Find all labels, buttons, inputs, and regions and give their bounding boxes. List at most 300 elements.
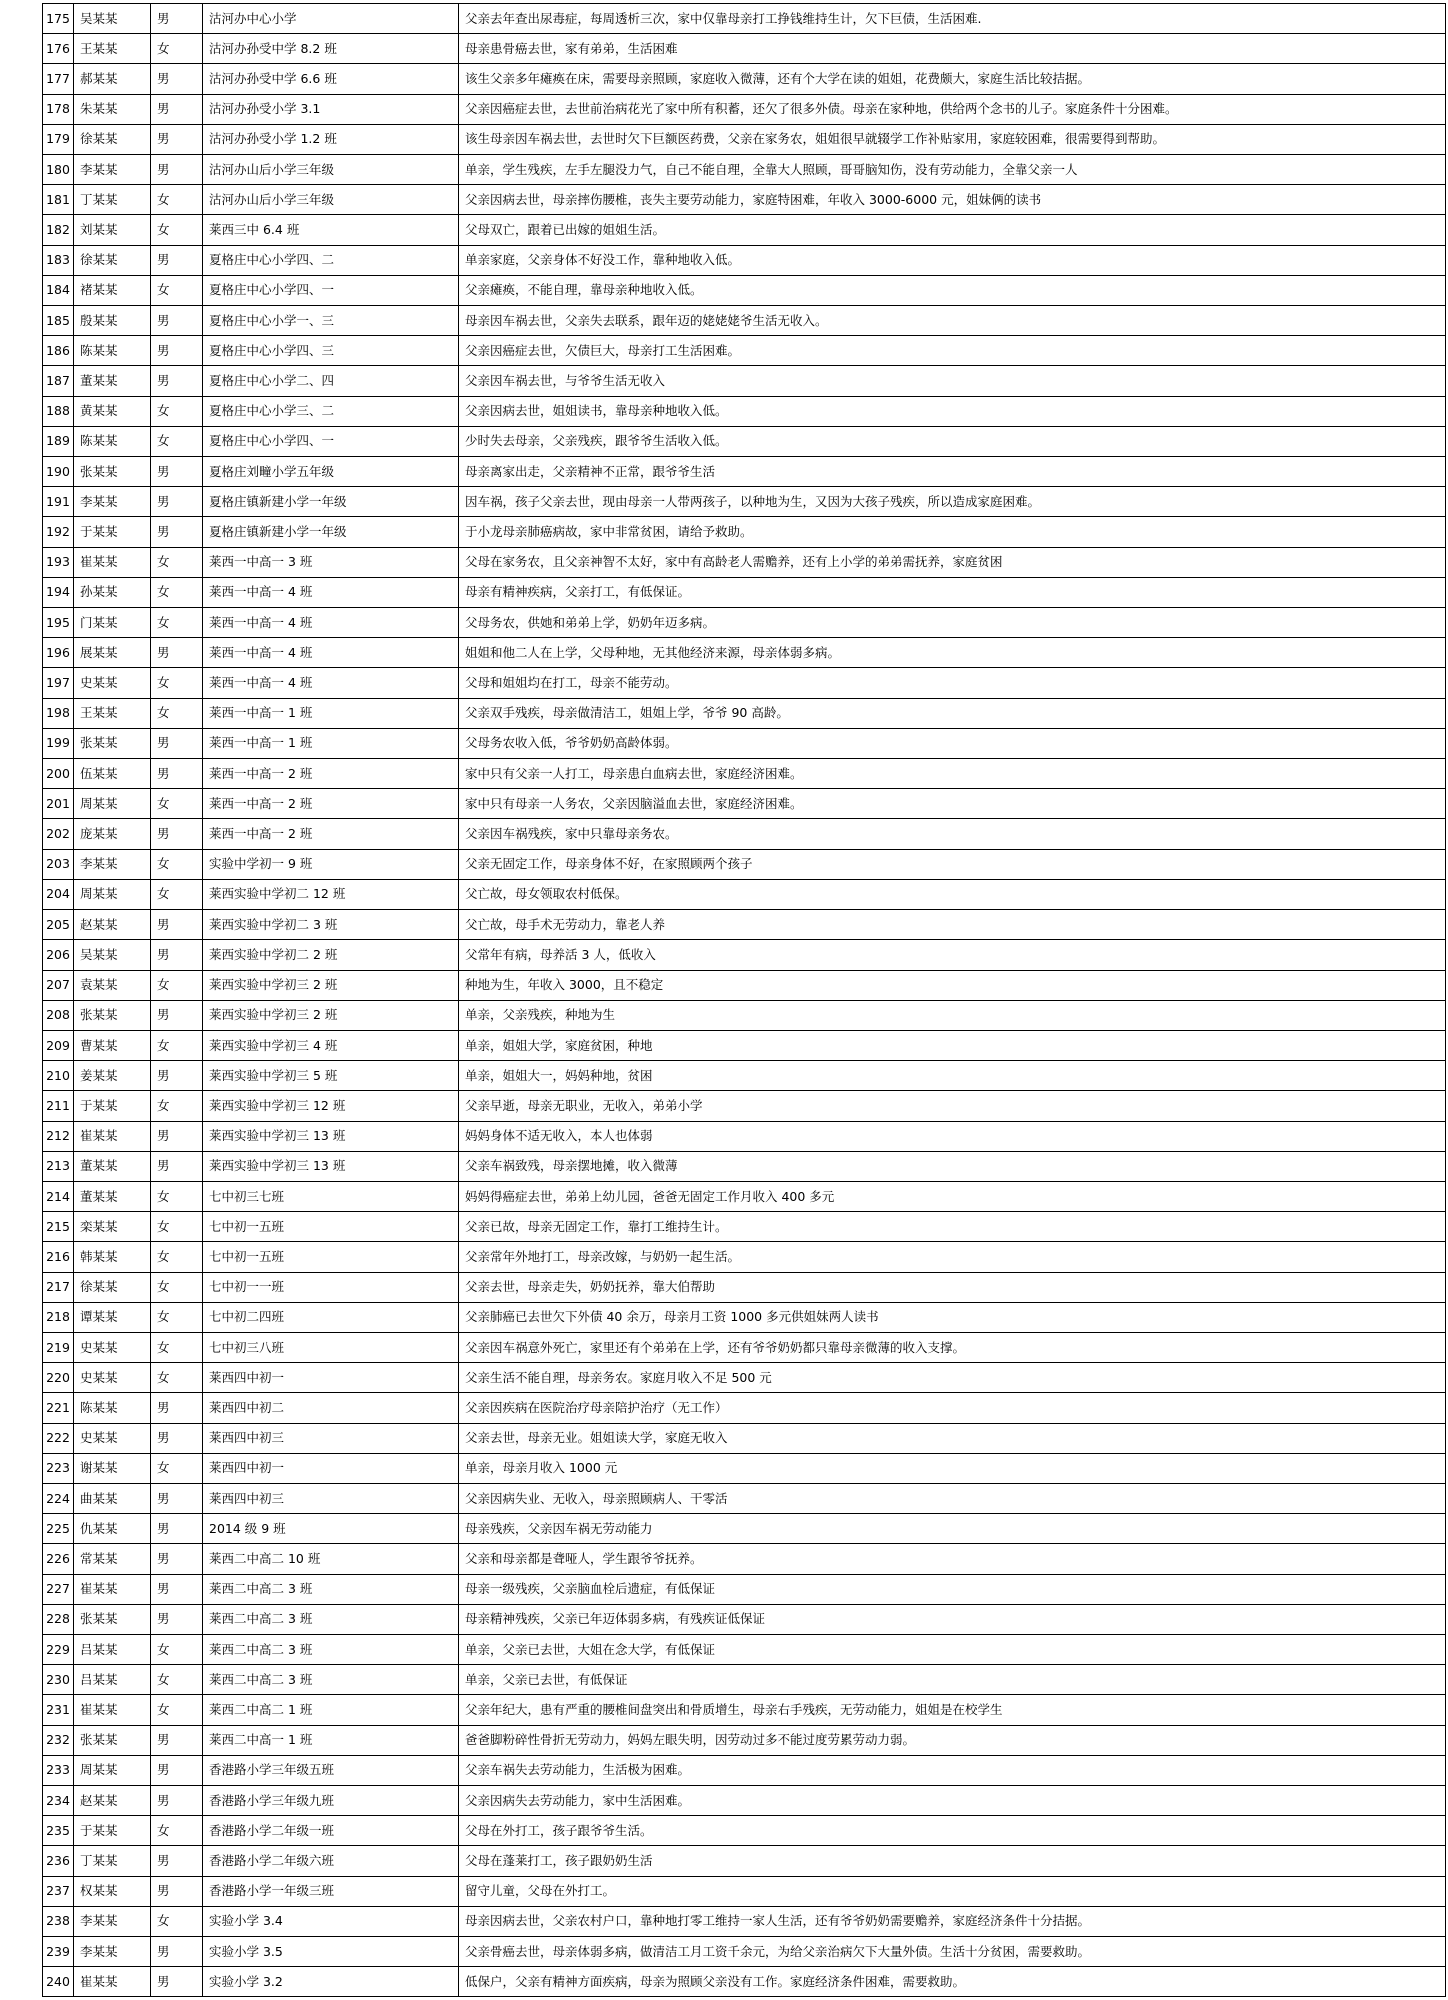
student-name-cell: 吴某某 (74, 4, 151, 34)
student-name-cell: 史某某 (74, 1363, 151, 1393)
row-number-cell: 204 (43, 879, 74, 909)
student-name-cell: 崔某某 (74, 1967, 151, 1997)
student-name-cell: 陈某某 (74, 336, 151, 366)
row-number-cell: 203 (43, 849, 74, 879)
school-class-cell: 夏格庄中心小学四、三 (203, 336, 459, 366)
school-class-cell: 莱西实验中学初二 12 班 (203, 879, 459, 909)
table-row (43, 215, 1446, 245)
row-number-cell: 236 (43, 1846, 74, 1876)
row-number-cell: 187 (43, 366, 74, 396)
student-name-cell: 董某某 (74, 1151, 151, 1181)
gender-cell: 女 (151, 1665, 203, 1695)
hardship-description-cell: 父亲因癌症去世，去世前治病花光了家中所有积蓄，还欠了很多外债。母亲在家种地，供给两个念书的儿子。家庭条件十分困难。 (459, 94, 1446, 124)
table-row (43, 1061, 1446, 1091)
row-number-cell: 208 (43, 1000, 74, 1030)
table-row (43, 1121, 1446, 1151)
gender-cell: 男 (151, 728, 203, 758)
row-number-cell: 230 (43, 1665, 74, 1695)
hardship-description-cell: 父常年有病，母养活 3 人，低收入 (459, 940, 1446, 970)
row-number-cell: 180 (43, 155, 74, 185)
student-name-cell: 于某某 (74, 1816, 151, 1846)
student-name-cell: 韩某某 (74, 1242, 151, 1272)
school-class-cell: 沽河办孙受中学 8.2 班 (203, 34, 459, 64)
table-row (43, 1151, 1446, 1181)
student-name-cell: 伍某某 (74, 759, 151, 789)
table-row (43, 1634, 1446, 1664)
hardship-description-cell: 母亲离家出走，父亲精神不正常，跟爷爷生活 (459, 457, 1446, 487)
row-number-cell: 186 (43, 336, 74, 366)
school-class-cell: 莱西实验中学初三 5 班 (203, 1061, 459, 1091)
hardship-description-cell: 父亲因疾病在医院治疗母亲陪护治疗（无工作） (459, 1393, 1446, 1423)
table-row (43, 547, 1446, 577)
student-name-cell: 殷某某 (74, 306, 151, 336)
student-name-cell: 李某某 (74, 1937, 151, 1967)
table-row (43, 1181, 1446, 1211)
hardship-description-cell: 父亲因车祸意外死亡，家里还有个弟弟在上学，还有爷爷奶奶都只靠母亲微薄的收入支撑。 (459, 1332, 1446, 1362)
gender-cell: 男 (151, 366, 203, 396)
row-number-cell: 225 (43, 1514, 74, 1544)
hardship-description-cell: 于小龙母亲肺癌病故，家中非常贫困，请给予救助。 (459, 517, 1446, 547)
gender-cell: 男 (151, 94, 203, 124)
school-class-cell: 香港路小学二年级六班 (203, 1846, 459, 1876)
student-name-cell: 王某某 (74, 34, 151, 64)
student-name-cell: 李某某 (74, 849, 151, 879)
student-name-cell: 李某某 (74, 487, 151, 517)
row-number-cell: 183 (43, 245, 74, 275)
gender-cell: 女 (151, 275, 203, 305)
table-row (43, 245, 1446, 275)
school-class-cell: 2014 级 9 班 (203, 1514, 459, 1544)
row-number-cell: 175 (43, 4, 74, 34)
student-name-cell: 丁某某 (74, 185, 151, 215)
school-class-cell: 莱西二中高二 10 班 (203, 1544, 459, 1574)
school-class-cell: 香港路小学三年级五班 (203, 1755, 459, 1785)
row-number-cell: 206 (43, 940, 74, 970)
row-number-cell: 193 (43, 547, 74, 577)
row-number-cell: 181 (43, 185, 74, 215)
school-class-cell: 实验小学 3.5 (203, 1937, 459, 1967)
hardship-description-cell: 单亲，姐姐大学，家庭贫困，种地 (459, 1030, 1446, 1060)
gender-cell: 女 (151, 1695, 203, 1725)
row-number-cell: 212 (43, 1121, 74, 1151)
table-row (43, 1937, 1446, 1967)
gender-cell: 女 (151, 1453, 203, 1483)
gender-cell: 女 (151, 970, 203, 1000)
hardship-description-cell: 母亲有精神疾病，父亲打工，有低保证。 (459, 577, 1446, 607)
row-number-cell: 209 (43, 1030, 74, 1060)
table-row (43, 668, 1446, 698)
table-row (43, 1665, 1446, 1695)
table-row (43, 1000, 1446, 1030)
gender-cell: 女 (151, 34, 203, 64)
student-name-cell: 张某某 (74, 1725, 151, 1755)
gender-cell: 女 (151, 547, 203, 577)
row-number-cell: 234 (43, 1785, 74, 1815)
gender-cell: 女 (151, 1332, 203, 1362)
gender-cell: 女 (151, 1181, 203, 1211)
student-name-cell: 于某某 (74, 1091, 151, 1121)
table-row (43, 638, 1446, 668)
student-name-cell: 丁某某 (74, 1846, 151, 1876)
school-class-cell: 夏格庄中心小学四、一 (203, 426, 459, 456)
table-row (43, 1876, 1446, 1906)
hardship-description-cell: 父亡故，母女领取农村低保。 (459, 879, 1446, 909)
hardship-description-cell: 父亲骨癌去世，母亲体弱多病，做清洁工月工资千余元，为给父亲治病欠下大量外债。生活十分贫困，需要救助。 (459, 1937, 1446, 1967)
student-name-cell: 董某某 (74, 366, 151, 396)
table-row (43, 1272, 1446, 1302)
table-row (43, 698, 1446, 728)
student-name-cell: 崔某某 (74, 1695, 151, 1725)
gender-cell: 男 (151, 1514, 203, 1544)
student-name-cell: 史某某 (74, 668, 151, 698)
table-row (43, 1544, 1446, 1574)
table-row (43, 1967, 1446, 1997)
gender-cell: 男 (151, 1755, 203, 1785)
school-class-cell: 夏格庄中心小学一、三 (203, 306, 459, 336)
student-name-cell: 曹某某 (74, 1030, 151, 1060)
table-row (43, 1846, 1446, 1876)
school-class-cell: 莱西实验中学初三 2 班 (203, 970, 459, 1000)
hardship-description-cell: 父亲瘫痪，不能自理，靠母亲种地收入低。 (459, 275, 1446, 305)
hardship-description-cell: 妈妈身体不适无收入，本人也体弱 (459, 1121, 1446, 1151)
school-class-cell: 七中初二四班 (203, 1302, 459, 1332)
row-number-cell: 182 (43, 215, 74, 245)
row-number-cell: 185 (43, 306, 74, 336)
gender-cell: 女 (151, 1816, 203, 1846)
gender-cell: 女 (151, 426, 203, 456)
student-name-cell: 周某某 (74, 879, 151, 909)
hardship-description-cell: 父亲因病去世，母亲摔伤腰椎，丧失主要劳动能力，家庭特困难，年收入 3000-6000 元，姐妹俩的读书 (459, 185, 1446, 215)
hardship-description-cell: 低保户，父亲有精神方面疾病，母亲为照顾父亲没有工作。家庭经济条件困难，需要救助。 (459, 1967, 1446, 1997)
row-number-cell: 227 (43, 1574, 74, 1604)
student-name-cell: 谢某某 (74, 1453, 151, 1483)
student-name-cell: 吕某某 (74, 1634, 151, 1664)
hardship-description-cell: 该生母亲因车祸去世，去世时欠下巨额医药费，父亲在家务农，姐姐很早就辍学工作补贴家用，家庭较困难，很需要得到帮助。 (459, 124, 1446, 154)
student-name-cell: 张某某 (74, 1000, 151, 1030)
hardship-description-cell: 单亲，父亲已去世，大姐在念大学，有低保证 (459, 1634, 1446, 1664)
school-class-cell: 夏格庄中心小学二、四 (203, 366, 459, 396)
student-name-cell: 史某某 (74, 1332, 151, 1362)
school-class-cell: 沽河办孙受小学 1.2 班 (203, 124, 459, 154)
row-number-cell: 228 (43, 1604, 74, 1634)
row-number-cell: 216 (43, 1242, 74, 1272)
hardship-description-cell: 父母在外打工，孩子跟爷爷生活。 (459, 1816, 1446, 1846)
student-name-cell: 崔某某 (74, 1574, 151, 1604)
gender-cell: 男 (151, 487, 203, 517)
student-aid-table (42, 3, 1446, 1997)
gender-cell: 男 (151, 155, 203, 185)
student-name-cell: 刘某某 (74, 215, 151, 245)
school-class-cell: 莱西二中高二 3 班 (203, 1634, 459, 1664)
hardship-description-cell: 母亲因病去世，父亲农村户口，靠种地打零工维持一家人生活，还有爷爷奶奶需要赡养，家庭经济条件十分拮据。 (459, 1906, 1446, 1936)
school-class-cell: 夏格庄中心小学四、一 (203, 275, 459, 305)
hardship-description-cell: 父亲去年查出尿毒症，每周透析三次，家中仅靠母亲打工挣钱维持生计，欠下巨债，生活困难. (459, 4, 1446, 34)
student-name-cell: 仇某某 (74, 1514, 151, 1544)
gender-cell: 女 (151, 1212, 203, 1242)
hardship-description-cell: 父亲生活不能自理，母亲务农。家庭月收入不足 500 元 (459, 1363, 1446, 1393)
school-class-cell: 七中初一五班 (203, 1212, 459, 1242)
gender-cell: 男 (151, 336, 203, 366)
gender-cell: 男 (151, 1967, 203, 1997)
hardship-description-cell: 父母双亡，跟着已出嫁的姐姐生活。 (459, 215, 1446, 245)
row-number-cell: 198 (43, 698, 74, 728)
student-name-cell: 常某某 (74, 1544, 151, 1574)
hardship-description-cell: 父亲去世，母亲走失，奶奶抚养，靠大伯帮助 (459, 1272, 1446, 1302)
student-name-cell: 史某某 (74, 1423, 151, 1453)
table-row (43, 64, 1446, 94)
gender-cell: 女 (151, 1906, 203, 1936)
student-name-cell: 吕某某 (74, 1665, 151, 1695)
school-class-cell: 七中初一一班 (203, 1272, 459, 1302)
row-number-cell: 199 (43, 728, 74, 758)
hardship-description-cell: 父母务农，供她和弟弟上学，奶奶年迈多病。 (459, 608, 1446, 638)
student-name-cell: 孙某某 (74, 577, 151, 607)
hardship-description-cell: 父亲肺癌已去世欠下外债 40 余万，母亲月工资 1000 多元供姐妹两人读书 (459, 1302, 1446, 1332)
hardship-description-cell: 爸爸脚粉碎性骨折无劳动力，妈妈左眼失明，因劳动过多不能过度劳累劳动力弱。 (459, 1725, 1446, 1755)
student-name-cell: 郝某某 (74, 64, 151, 94)
gender-cell: 男 (151, 1000, 203, 1030)
school-class-cell: 夏格庄中心小学三、二 (203, 396, 459, 426)
row-number-cell: 220 (43, 1363, 74, 1393)
student-name-cell: 吴某某 (74, 940, 151, 970)
student-name-cell: 张某某 (74, 1604, 151, 1634)
hardship-description-cell: 家中只有父亲一人打工，母亲患白血病去世，家庭经济困难。 (459, 759, 1446, 789)
student-name-cell: 陈某某 (74, 1393, 151, 1423)
hardship-description-cell: 母亲一级残疾，父亲脑血栓后遗症，有低保证 (459, 1574, 1446, 1604)
table-row (43, 396, 1446, 426)
row-number-cell: 218 (43, 1302, 74, 1332)
gender-cell: 男 (151, 1785, 203, 1815)
table-row (43, 155, 1446, 185)
hardship-description-cell: 父亲因病失业、无收入，母亲照顾病人、干零活 (459, 1483, 1446, 1513)
hardship-description-cell: 家中只有母亲一人务农，父亲因脑溢血去世，家庭经济困难。 (459, 789, 1446, 819)
gender-cell: 男 (151, 1876, 203, 1906)
school-class-cell: 莱西二中高二 3 班 (203, 1665, 459, 1695)
student-name-cell: 姜某某 (74, 1061, 151, 1091)
hardship-description-cell: 父亲无固定工作，母亲身体不好，在家照顾两个孩子 (459, 849, 1446, 879)
row-number-cell: 237 (43, 1876, 74, 1906)
school-class-cell: 莱西实验中学初三 13 班 (203, 1151, 459, 1181)
school-class-cell: 夏格庄刘疃小学五年级 (203, 457, 459, 487)
row-number-cell: 217 (43, 1272, 74, 1302)
table-row (43, 1242, 1446, 1272)
school-class-cell: 夏格庄镇新建小学一年级 (203, 487, 459, 517)
school-class-cell: 香港路小学一年级三班 (203, 1876, 459, 1906)
table-row (43, 457, 1446, 487)
gender-cell: 女 (151, 396, 203, 426)
hardship-description-cell: 父亲双手残疾，母亲做清洁工，姐姐上学，爷爷 90 高龄。 (459, 698, 1446, 728)
gender-cell: 男 (151, 245, 203, 275)
table-row (43, 879, 1446, 909)
row-number-cell: 211 (43, 1091, 74, 1121)
row-number-cell: 200 (43, 759, 74, 789)
table-row (43, 1906, 1446, 1936)
gender-cell: 女 (151, 608, 203, 638)
table-row (43, 426, 1446, 456)
hardship-description-cell: 父亲常年外地打工，母亲改嫁，与奶奶一起生活。 (459, 1242, 1446, 1272)
table-row (43, 819, 1446, 849)
gender-cell: 女 (151, 668, 203, 698)
table-row (43, 1574, 1446, 1604)
school-class-cell: 莱西二中高二 3 班 (203, 1604, 459, 1634)
hardship-description-cell: 父亲因车祸残疾，家中只靠母亲务农。 (459, 819, 1446, 849)
hardship-description-cell: 父亲因癌症去世，欠债巨大，母亲打工生活困难。 (459, 336, 1446, 366)
school-class-cell: 莱西一中高一 2 班 (203, 789, 459, 819)
hardship-description-cell: 父亲和母亲都是聋哑人，学生跟爷爷抚养。 (459, 1544, 1446, 1574)
hardship-description-cell: 父亲因车祸去世，与爷爷生活无收入 (459, 366, 1446, 396)
table-row (43, 1604, 1446, 1634)
school-class-cell: 莱西二中高一 1 班 (203, 1725, 459, 1755)
gender-cell: 女 (151, 215, 203, 245)
row-number-cell: 177 (43, 64, 74, 94)
school-class-cell: 莱西一中高一 1 班 (203, 728, 459, 758)
school-class-cell: 莱西一中高一 2 班 (203, 759, 459, 789)
row-number-cell: 210 (43, 1061, 74, 1091)
table-row (43, 94, 1446, 124)
student-name-cell: 董某某 (74, 1181, 151, 1211)
student-name-cell: 周某某 (74, 789, 151, 819)
table-row (43, 759, 1446, 789)
gender-cell: 男 (151, 1423, 203, 1453)
student-name-cell: 李某某 (74, 1906, 151, 1936)
gender-cell: 女 (151, 577, 203, 607)
hardship-description-cell: 留守儿童，父母在外打工。 (459, 1876, 1446, 1906)
row-number-cell: 214 (43, 1181, 74, 1211)
table-row (43, 910, 1446, 940)
row-number-cell: 213 (43, 1151, 74, 1181)
row-number-cell: 240 (43, 1967, 74, 1997)
gender-cell: 男 (151, 64, 203, 94)
school-class-cell: 莱西四中初一 (203, 1453, 459, 1483)
gender-cell: 女 (151, 879, 203, 909)
row-number-cell: 231 (43, 1695, 74, 1725)
row-number-cell: 238 (43, 1906, 74, 1936)
hardship-description-cell: 父亡故，母手术无劳动力，靠老人养 (459, 910, 1446, 940)
table-row (43, 1332, 1446, 1362)
row-number-cell: 176 (43, 34, 74, 64)
row-number-cell: 188 (43, 396, 74, 426)
table-row (43, 517, 1446, 547)
student-name-cell: 徐某某 (74, 245, 151, 275)
table-row (43, 275, 1446, 305)
hardship-description-cell: 父亲因病失去劳动能力，家中生活困难。 (459, 1785, 1446, 1815)
row-number-cell: 205 (43, 910, 74, 940)
hardship-description-cell: 因车祸，孩子父亲去世，现由母亲一人带两孩子，以种地为生，又因为大孩子残疾，所以造成家庭困难。 (459, 487, 1446, 517)
student-name-cell: 权某某 (74, 1876, 151, 1906)
table-row (43, 1816, 1446, 1846)
school-class-cell: 七中初三八班 (203, 1332, 459, 1362)
row-number-cell: 202 (43, 819, 74, 849)
school-class-cell: 七中初一五班 (203, 1242, 459, 1272)
gender-cell: 女 (151, 1302, 203, 1332)
student-name-cell: 张某某 (74, 728, 151, 758)
row-number-cell: 192 (43, 517, 74, 547)
school-class-cell: 七中初三七班 (203, 1181, 459, 1211)
table-row (43, 34, 1446, 64)
school-class-cell: 夏格庄中心小学四、二 (203, 245, 459, 275)
school-class-cell: 莱西四中初一 (203, 1363, 459, 1393)
gender-cell: 男 (151, 1604, 203, 1634)
student-aid-table-container (42, 3, 1445, 1997)
student-name-cell: 褚某某 (74, 275, 151, 305)
gender-cell: 男 (151, 638, 203, 668)
table-row (43, 1695, 1446, 1725)
row-number-cell: 194 (43, 577, 74, 607)
gender-cell: 女 (151, 1363, 203, 1393)
school-class-cell: 实验中学初一 9 班 (203, 849, 459, 879)
hardship-description-cell: 父母在蓬莱打工，孩子跟奶奶生活 (459, 1846, 1446, 1876)
row-number-cell: 224 (43, 1483, 74, 1513)
row-number-cell: 232 (43, 1725, 74, 1755)
row-number-cell: 219 (43, 1332, 74, 1362)
table-row (43, 487, 1446, 517)
row-number-cell: 239 (43, 1937, 74, 1967)
table-row (43, 849, 1446, 879)
gender-cell: 女 (151, 185, 203, 215)
table-row (43, 366, 1446, 396)
student-name-cell: 赵某某 (74, 910, 151, 940)
school-class-cell: 莱西实验中学初三 12 班 (203, 1091, 459, 1121)
row-number-cell: 201 (43, 789, 74, 819)
hardship-description-cell: 母亲患骨癌去世，家有弟弟，生活困难 (459, 34, 1446, 64)
school-class-cell: 沽河办中心小学 (203, 4, 459, 34)
student-name-cell: 曲某某 (74, 1483, 151, 1513)
table-row (43, 1725, 1446, 1755)
hardship-description-cell: 父亲车祸致残，母亲摆地摊，收入微薄 (459, 1151, 1446, 1181)
gender-cell: 男 (151, 1544, 203, 1574)
gender-cell: 女 (151, 1634, 203, 1664)
table-row (43, 336, 1446, 366)
row-number-cell: 196 (43, 638, 74, 668)
hardship-description-cell: 父亲车祸失去劳动能力，生活极为困难。 (459, 1755, 1446, 1785)
table-row (43, 1302, 1446, 1332)
hardship-description-cell: 单亲，母亲月收入 1000 元 (459, 1453, 1446, 1483)
table-row (43, 124, 1446, 154)
school-class-cell: 莱西实验中学初二 3 班 (203, 910, 459, 940)
hardship-description-cell: 单亲，学生残疾，左手左腿没力气，自己不能自理，全靠大人照顾，哥哥脑知伤，没有劳动能力，全靠父亲一人 (459, 155, 1446, 185)
gender-cell: 男 (151, 457, 203, 487)
table-row (43, 970, 1446, 1000)
gender-cell: 男 (151, 1393, 203, 1423)
student-name-cell: 袁某某 (74, 970, 151, 1000)
gender-cell: 男 (151, 1151, 203, 1181)
table-row (43, 1453, 1446, 1483)
table-row (43, 1755, 1446, 1785)
school-class-cell: 莱西一中高一 4 班 (203, 638, 459, 668)
hardship-description-cell: 父亲早逝，母亲无职业，无收入，弟弟小学 (459, 1091, 1446, 1121)
hardship-description-cell: 单亲，父亲已去世，有低保证 (459, 1665, 1446, 1695)
row-number-cell: 184 (43, 275, 74, 305)
school-class-cell: 实验小学 3.4 (203, 1906, 459, 1936)
row-number-cell: 207 (43, 970, 74, 1000)
hardship-description-cell: 单亲，父亲残疾，种地为生 (459, 1000, 1446, 1030)
row-number-cell: 195 (43, 608, 74, 638)
hardship-description-cell: 父母务农收入低，爷爷奶奶高龄体弱。 (459, 728, 1446, 758)
table-row (43, 1091, 1446, 1121)
school-class-cell: 沽河办孙受中学 6.6 班 (203, 64, 459, 94)
row-number-cell: 222 (43, 1423, 74, 1453)
school-class-cell: 莱西四中初三 (203, 1483, 459, 1513)
school-class-cell: 莱西实验中学初三 2 班 (203, 1000, 459, 1030)
row-number-cell: 197 (43, 668, 74, 698)
gender-cell: 男 (151, 910, 203, 940)
gender-cell: 男 (151, 1846, 203, 1876)
student-name-cell: 展某某 (74, 638, 151, 668)
table-row (43, 1423, 1446, 1453)
hardship-description-cell: 父亲已故，母亲无固定工作，靠打工维持生计。 (459, 1212, 1446, 1242)
school-class-cell: 香港路小学三年级九班 (203, 1785, 459, 1815)
student-name-cell: 徐某某 (74, 1272, 151, 1302)
